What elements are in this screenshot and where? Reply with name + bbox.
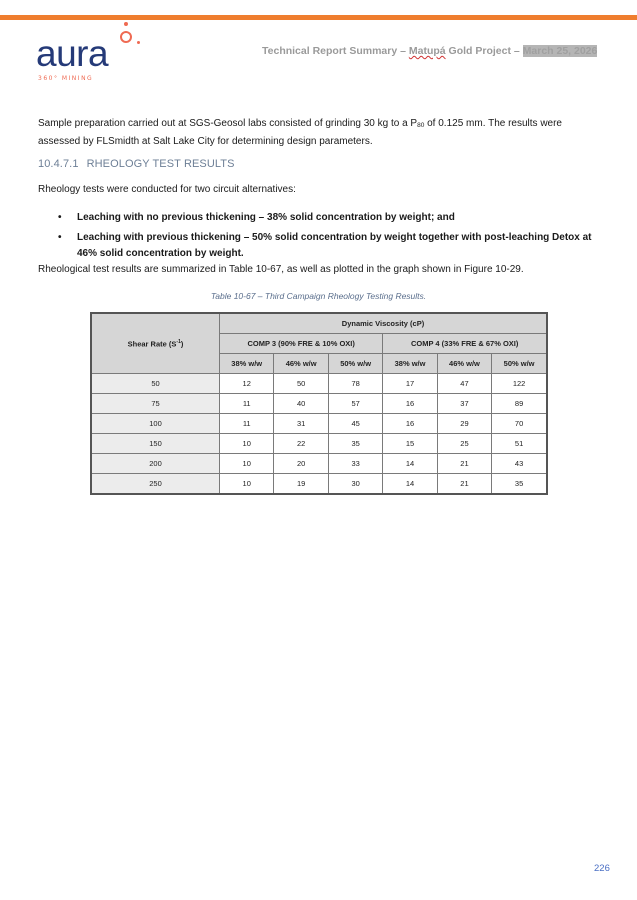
intro-text-1: Sample preparation carried out at SGS-Geosol labs consisted of grinding 30 kg to a P: [38, 118, 418, 129]
shear-rate-cell: 200: [91, 454, 220, 474]
table-row: [91, 434, 547, 454]
viscosity-cell: 47: [437, 374, 491, 394]
column-header: 38% w/w: [220, 354, 274, 374]
viscosity-cell: 16: [383, 414, 437, 434]
column-header: 46% w/w: [274, 354, 328, 374]
viscosity-cell: 78: [328, 374, 382, 394]
table-row: [91, 454, 547, 474]
viscosity-cell: 12: [220, 374, 274, 394]
logo-dot-icon: [137, 41, 140, 44]
viscosity-cell: 11: [220, 394, 274, 414]
header-title-date: March 25, 2026: [522, 45, 598, 57]
viscosity-cell: 14: [383, 474, 437, 495]
document-header-title: [262, 45, 597, 57]
viscosity-cell: 20: [274, 454, 328, 474]
viscosity-cell: 31: [274, 414, 328, 434]
logo-dot-icon: [124, 22, 128, 26]
section-heading: [38, 158, 235, 170]
viscosity-cell: 51: [492, 434, 547, 454]
column-header: 38% w/w: [383, 354, 437, 374]
viscosity-cell: 14: [383, 454, 437, 474]
viscosity-cell: 33: [328, 454, 382, 474]
logo-ring-icon: [120, 31, 132, 43]
viscosity-cell: 37: [437, 394, 491, 414]
bullet-icon: •: [58, 232, 62, 243]
viscosity-cell: 15: [383, 434, 437, 454]
table-caption: Table 10-67 – Third Campaign Rheology Testing Results.: [210, 291, 427, 301]
comp3-header: COMP 3 (90% FRE & 10% OXI): [220, 334, 383, 354]
viscosity-cell: 16: [383, 394, 437, 414]
intro-paragraph: [38, 116, 603, 150]
viscosity-cell: 70: [492, 414, 547, 434]
logo-wordmark: aura: [36, 33, 109, 74]
logo-tagline: 360° MINING: [38, 75, 94, 82]
lead-in-paragraph: Rheology tests were conducted for two circuit alternatives:: [38, 184, 296, 195]
viscosity-cell: 57: [328, 394, 382, 414]
list-item-text: Leaching with previous thickening – 50% solid concentration by weight together with post-leaching Detox at 46% solid concentration by weight.: [77, 232, 592, 259]
viscosity-cell: 35: [328, 434, 382, 454]
viscosity-cell: 10: [220, 454, 274, 474]
summary-paragraph: Rheological test results are summarized in Table 10-67, as well as plotted in the graph shown in Figure 10-29.: [38, 264, 524, 275]
intro-text-2: of 0.125 mm. The results were assessed by FLSmidth at Salt Lake City for determining design parameters.: [38, 118, 562, 147]
viscosity-cell: 50: [274, 374, 328, 394]
viscosity-cell: 22: [274, 434, 328, 454]
viscosity-cell: 122: [492, 374, 547, 394]
shear-rate-cell: 100: [91, 414, 220, 434]
aura-logo: [36, 20, 146, 82]
viscosity-cell: 21: [437, 474, 491, 495]
viscosity-cell: 10: [220, 434, 274, 454]
viscosity-cell: 10: [220, 474, 274, 495]
shear-rate-cell: 150: [91, 434, 220, 454]
bullet-icon: •: [58, 212, 62, 223]
column-header: 50% w/w: [328, 354, 382, 374]
viscosity-cell: 35: [492, 474, 547, 495]
viscosity-cell: 11: [220, 414, 274, 434]
shear-rate-cell: 250: [91, 474, 220, 495]
list-item-text: Leaching with no previous thickening – 38% solid concentration by weight; and: [77, 212, 455, 223]
viscosity-cell: 45: [328, 414, 382, 434]
column-header: 50% w/w: [492, 354, 547, 374]
viscosity-cell: 43: [492, 454, 547, 474]
dynamic-viscosity-header: Dynamic Viscosity (cP): [220, 313, 548, 334]
rheology-results-table: [90, 312, 548, 495]
viscosity-cell: 30: [328, 474, 382, 495]
table-row: [91, 374, 547, 394]
comp4-header: COMP 4 (33% FRE & 67% OXI): [383, 334, 547, 354]
page-number: 226: [594, 863, 610, 874]
viscosity-cell: 25: [437, 434, 491, 454]
column-header: 46% w/w: [437, 354, 491, 374]
viscosity-cell: 21: [437, 454, 491, 474]
intro-subscript: 80: [417, 122, 425, 129]
circuit-alternatives-list: [55, 210, 600, 266]
shear-rate-cell: 50: [91, 374, 220, 394]
viscosity-cell: 17: [383, 374, 437, 394]
section-number: 10.4.7.1: [38, 158, 79, 170]
list-item: [55, 210, 600, 226]
header-title-prefix: Technical Report Summary –: [262, 45, 409, 57]
viscosity-cell: 89: [492, 394, 547, 414]
table-row: [91, 414, 547, 434]
list-item: [55, 230, 600, 262]
table-row: [91, 474, 547, 495]
shear-rate-header: Shear Rate $(S^{-1})$: [91, 313, 220, 374]
header-title-middle: Gold Project –: [445, 45, 523, 57]
viscosity-cell: 40: [274, 394, 328, 414]
table-row: [91, 394, 547, 414]
section-title: RHEOLOGY TEST RESULTS: [86, 158, 235, 170]
header-title-project: Matupá: [408, 45, 446, 57]
viscosity-cell: 29: [437, 414, 491, 434]
viscosity-cell: 19: [274, 474, 328, 495]
shear-rate-cell: 75: [91, 394, 220, 414]
